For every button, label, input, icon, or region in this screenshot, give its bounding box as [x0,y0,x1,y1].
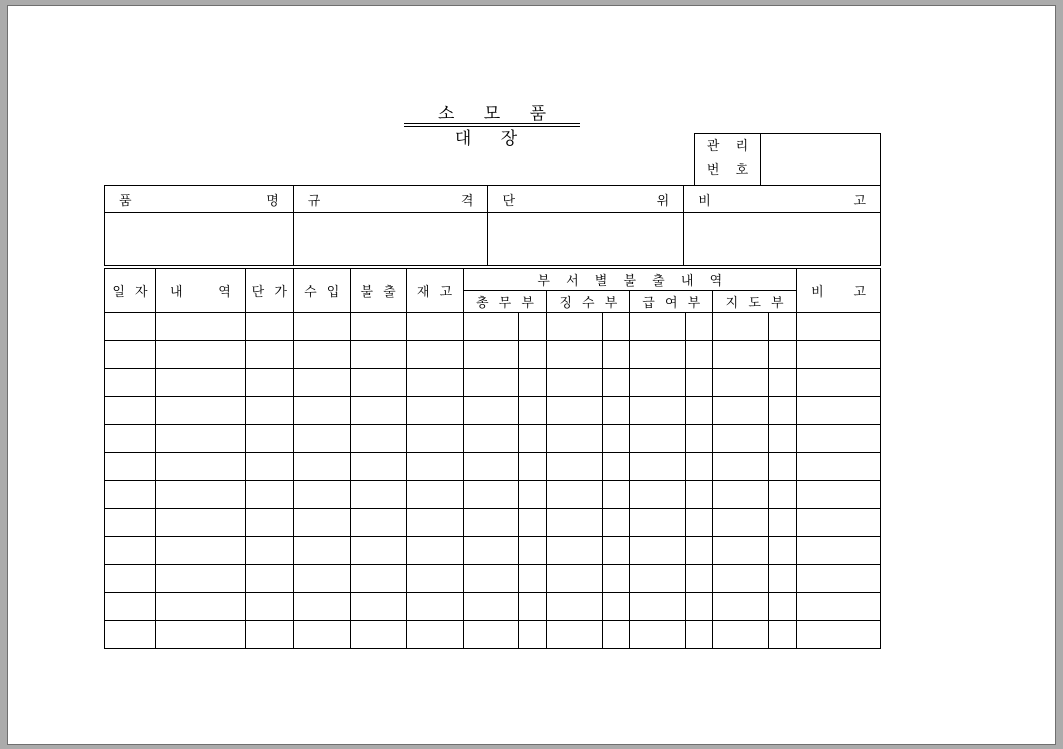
ledger-cell[interactable] [797,621,881,649]
header-unit: 단 위 [488,186,684,213]
ledger-cell[interactable] [155,565,245,593]
ledger-cell[interactable] [519,397,547,425]
ledger-cell[interactable] [603,537,630,565]
ledger-cell[interactable] [350,369,406,397]
ledger-cell[interactable] [769,453,797,481]
ledger-cell[interactable] [245,537,293,565]
ledger-cell[interactable] [155,313,245,341]
ledger-cell[interactable] [603,313,630,341]
ledger-cell[interactable] [406,481,463,509]
ledger-cell[interactable] [686,369,713,397]
ledger-cell[interactable] [519,341,547,369]
ledger-cell[interactable] [350,341,406,369]
ledger-cell[interactable] [630,621,686,649]
title-double-underline [404,126,580,127]
ledger-cell[interactable] [603,341,630,369]
ledger-cell[interactable] [406,537,463,565]
ledger-cell[interactable] [547,397,603,425]
ledger-cell[interactable] [519,481,547,509]
ledger-header-row-1 [105,269,881,291]
ledger-cell[interactable] [630,481,686,509]
ledger-cell[interactable] [547,537,603,565]
ledger-cell[interactable] [603,453,630,481]
ledger-cell[interactable] [603,593,630,621]
ledger-cell[interactable] [245,397,293,425]
management-number-box [694,133,881,186]
ledger-cell[interactable] [630,369,686,397]
ledger-cell[interactable] [519,313,547,341]
ledger-cell[interactable] [630,313,686,341]
ledger-cell[interactable] [547,313,603,341]
ledger-cell[interactable] [797,341,881,369]
ledger-cell[interactable] [105,425,156,453]
ledger-cell[interactable] [547,509,603,537]
ledger-cell[interactable] [350,509,406,537]
ledger-cell[interactable] [105,509,156,537]
ledger-cell[interactable] [293,481,350,509]
ledger-cell[interactable] [769,481,797,509]
ledger-cell[interactable] [686,481,713,509]
ledger-cell[interactable] [769,621,797,649]
header-dept-general-affairs: 총 무 부 [463,291,547,313]
ledger-cell[interactable] [105,481,156,509]
ledger-cell[interactable] [245,453,293,481]
table-row [105,621,881,649]
ledger-cell[interactable] [155,369,245,397]
ledger-cell[interactable] [463,509,519,537]
ledger-cell[interactable] [547,369,603,397]
ledger-cell[interactable] [769,313,797,341]
item-info-table [104,185,881,266]
ledger-cell[interactable] [406,313,463,341]
ledger-cell[interactable] [519,593,547,621]
ledger-cell[interactable] [105,341,156,369]
ledger-cell[interactable] [519,537,547,565]
ledger-cell[interactable] [603,425,630,453]
ledger-cell[interactable] [293,369,350,397]
ledger-cell[interactable] [245,565,293,593]
ledger-cell[interactable] [797,565,881,593]
specification-cell[interactable] [293,213,488,266]
ledger-cell[interactable] [245,313,293,341]
ledger-cell[interactable] [713,397,769,425]
ledger-body [105,313,881,649]
header-dept-guidance: 지 도 부 [713,291,797,313]
ledger-cell[interactable] [547,341,603,369]
header-item-name: 품 명 [105,186,294,213]
ledger-cell[interactable] [155,425,245,453]
ledger-cell[interactable] [519,453,547,481]
ledger-cell[interactable] [105,453,156,481]
ledger-cell[interactable] [245,341,293,369]
header-remarks: 비 고 [684,186,881,213]
ledger-cell[interactable] [630,593,686,621]
ledger-cell[interactable] [797,593,881,621]
ledger-cell[interactable] [293,425,350,453]
ledger-cell[interactable] [406,397,463,425]
ledger-cell[interactable] [630,397,686,425]
header-description: 내 역 [155,269,245,313]
item-info-input-row [105,213,881,266]
table-row [105,453,881,481]
ledger-cell[interactable] [406,621,463,649]
ledger-cell[interactable] [797,313,881,341]
ledger-cell[interactable] [713,481,769,509]
ledger-cell[interactable] [547,593,603,621]
ledger-cell[interactable] [603,369,630,397]
ledger-cell[interactable] [769,425,797,453]
ledger-cell[interactable] [155,341,245,369]
header-unit-price: 단 가 [245,269,293,313]
ledger-cell[interactable] [603,509,630,537]
ledger-cell[interactable] [463,313,519,341]
ledger-cell[interactable] [713,425,769,453]
ledger-cell[interactable] [686,425,713,453]
ledger-cell[interactable] [155,453,245,481]
ledger-cell[interactable] [713,453,769,481]
ledger-cell[interactable] [350,537,406,565]
ledger-cell[interactable] [686,593,713,621]
remarks-cell[interactable] [684,213,881,266]
ledger-cell[interactable] [797,481,881,509]
table-row [105,425,881,453]
ledger-cell[interactable] [603,621,630,649]
ledger-cell[interactable] [406,453,463,481]
ledger-cell[interactable] [463,425,519,453]
header-dept-payroll: 급 여 부 [630,291,713,313]
ledger-cell[interactable] [293,397,350,425]
ledger-cell[interactable] [293,621,350,649]
ledger-cell[interactable] [105,313,156,341]
ledger-cell[interactable] [245,593,293,621]
ledger-cell[interactable] [406,341,463,369]
ledger-cell[interactable] [463,453,519,481]
ledger-cell[interactable] [463,593,519,621]
ledger-cell[interactable] [713,565,769,593]
table-row [105,537,881,565]
ledger-cell[interactable] [105,537,156,565]
ledger-cell[interactable] [603,481,630,509]
ledger-cell[interactable] [713,341,769,369]
ledger-cell[interactable] [686,621,713,649]
ledger-cell[interactable] [155,537,245,565]
ledger-cell[interactable] [686,397,713,425]
ledger-cell[interactable] [350,593,406,621]
ledger-cell[interactable] [519,621,547,649]
management-label-line1: 관 리 [706,139,755,154]
ledger-cell[interactable] [769,565,797,593]
ledger-cell[interactable] [406,369,463,397]
ledger-cell[interactable] [245,425,293,453]
ledger-cell[interactable] [105,621,156,649]
ledger-cell[interactable] [686,509,713,537]
ledger-cell[interactable] [769,369,797,397]
ledger-cell[interactable] [519,425,547,453]
item-info-header-row [105,186,881,213]
ledger-cell[interactable] [463,565,519,593]
management-label-line2: 번 호 [706,163,755,178]
ledger-cell[interactable] [105,369,156,397]
header-income: 수 입 [293,269,350,313]
ledger-cell[interactable] [155,397,245,425]
ledger-cell[interactable] [686,313,713,341]
ledger-cell[interactable] [769,593,797,621]
ledger-cell[interactable] [350,621,406,649]
ledger-cell[interactable] [350,481,406,509]
header-ledger-remarks: 비 고 [797,269,881,313]
header-date: 일 자 [105,269,156,313]
ledger-cell[interactable] [293,313,350,341]
table-row [105,565,881,593]
ledger-cell[interactable] [630,537,686,565]
ledger-cell[interactable] [293,341,350,369]
ledger-cell[interactable] [105,565,156,593]
ledger-cell[interactable] [547,425,603,453]
page-title: 소 모 품 대 장 [437,104,559,149]
table-row [105,313,881,341]
ledger-cell[interactable] [797,537,881,565]
table-row [105,397,881,425]
ledger-cell[interactable] [713,313,769,341]
ledger-cell[interactable] [155,481,245,509]
title-underline [404,123,580,124]
management-number-label [695,134,761,186]
ledger-cell[interactable] [713,593,769,621]
ledger-cell[interactable] [630,509,686,537]
table-row [105,341,881,369]
header-specification: 규 격 [293,186,488,213]
ledger-cell[interactable] [105,397,156,425]
ledger-cell[interactable] [686,341,713,369]
ledger-cell[interactable] [350,425,406,453]
ledger-cell[interactable] [463,481,519,509]
header-dept-issue-details: 부 서 별 불 출 내 역 [463,269,797,291]
ledger-cell[interactable] [350,397,406,425]
ledger-cell[interactable] [463,537,519,565]
ledger-cell[interactable] [519,509,547,537]
table-row [105,593,881,621]
ledger-cell[interactable] [406,593,463,621]
ledger-cell[interactable] [245,369,293,397]
ledger-cell[interactable] [519,565,547,593]
ledger-cell[interactable] [547,481,603,509]
ledger-cell[interactable] [797,509,881,537]
ledger-cell[interactable] [713,509,769,537]
ledger-cell[interactable] [713,537,769,565]
unit-cell[interactable] [488,213,684,266]
management-number-value[interactable] [761,134,880,186]
header-outgo: 불 출 [350,269,406,313]
ledger-cell[interactable] [293,565,350,593]
ledger-cell[interactable] [350,313,406,341]
ledger-cell[interactable] [350,453,406,481]
ledger-cell[interactable] [547,453,603,481]
ledger-cell[interactable] [769,397,797,425]
ledger-cell[interactable] [547,621,603,649]
ledger-cell[interactable] [630,453,686,481]
ledger-cell[interactable] [603,397,630,425]
ledger-cell[interactable] [463,341,519,369]
ledger-cell[interactable] [769,341,797,369]
ledger-cell[interactable] [245,621,293,649]
ledger-cell[interactable] [105,593,156,621]
ledger-cell[interactable] [713,369,769,397]
header-dept-collection: 징 수 부 [547,291,630,313]
table-row [105,509,881,537]
header-stock: 재 고 [406,269,463,313]
ledger-cell[interactable] [293,593,350,621]
ledger-cell[interactable] [630,341,686,369]
ledger-cell[interactable] [406,425,463,453]
table-separator [104,265,881,266]
ledger-cell[interactable] [769,509,797,537]
ledger-cell[interactable] [293,453,350,481]
ledger-cell[interactable] [630,565,686,593]
ledger-cell[interactable] [519,369,547,397]
ledger-cell[interactable] [797,397,881,425]
ledger-cell[interactable] [406,565,463,593]
ledger-cell[interactable] [155,593,245,621]
ledger-cell[interactable] [463,621,519,649]
ledger-cell[interactable] [406,509,463,537]
ledger-cell[interactable] [797,425,881,453]
table-row [105,481,881,509]
ledger-cell[interactable] [547,565,603,593]
table-row [105,369,881,397]
ledger-cell[interactable] [463,369,519,397]
ledger-cell[interactable] [630,425,686,453]
ledger-cell[interactable] [797,453,881,481]
ledger-table [104,268,881,649]
ledger-cell[interactable] [350,565,406,593]
item-name-cell[interactable] [105,213,294,266]
ledger-cell[interactable] [686,537,713,565]
ledger-cell[interactable] [686,453,713,481]
ledger-cell[interactable] [155,509,245,537]
ledger-cell[interactable] [245,481,293,509]
ledger-cell[interactable] [155,621,245,649]
ledger-cell[interactable] [603,565,630,593]
ledger-cell[interactable] [293,537,350,565]
ledger-cell[interactable] [463,397,519,425]
ledger-cell[interactable] [293,509,350,537]
ledger-cell[interactable] [769,537,797,565]
ledger-cell[interactable] [686,565,713,593]
ledger-cell[interactable] [797,369,881,397]
ledger-cell[interactable] [245,509,293,537]
ledger-cell[interactable] [713,621,769,649]
